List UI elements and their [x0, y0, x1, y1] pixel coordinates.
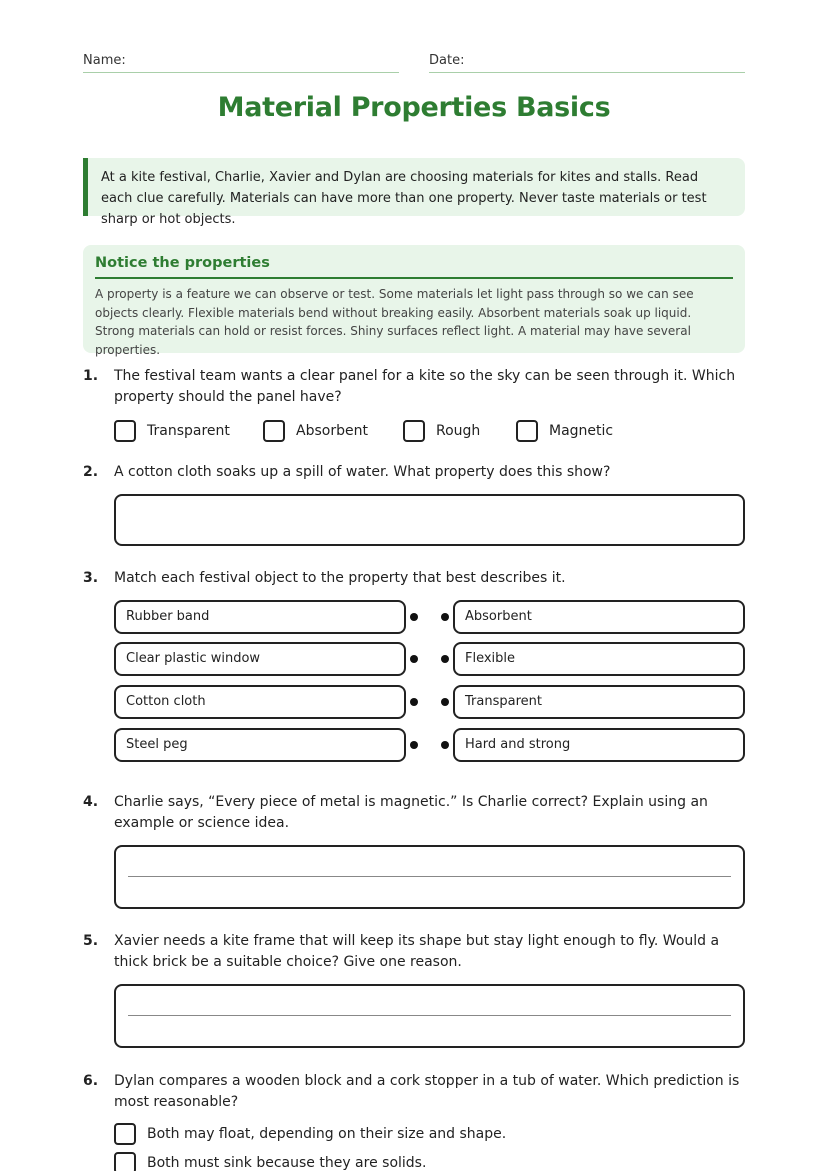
question-text: Xavier needs a kite frame that will keep its shape but stay light enough to fly. Would a thick brick be a suitable choice? Give one reason. [114, 933, 720, 970]
option-both-may-float[interactable] [114, 1122, 506, 1146]
question-4 [83, 792, 745, 834]
question-text: Dylan compares a wooden block and a cork stopper in a tub of water. Which prediction is most reasonable? [114, 1073, 740, 1110]
question-text: Charlie says, “Every piece of metal is magnetic.” Is Charlie correct? Explain using an example or science idea. [114, 794, 708, 831]
match-dot-left[interactable] [410, 613, 418, 621]
date-field[interactable] [429, 50, 745, 73]
match-dot-left[interactable] [410, 741, 418, 749]
match-item-right: Absorbent [453, 600, 745, 634]
match-item-left: Rubber band [114, 600, 406, 634]
checkbox[interactable] [114, 420, 136, 442]
option-label: Both must sink because they are solids. [147, 1155, 427, 1171]
match-item-left: Steel peg [114, 728, 406, 762]
writing-line [128, 1015, 731, 1016]
question-number: 6. [83, 1073, 99, 1089]
answer-box-4[interactable] [114, 845, 745, 909]
match-item-right: Transparent [453, 685, 745, 719]
question-6 [83, 1071, 745, 1113]
match-item-right: Hard and strong [453, 728, 745, 762]
checkbox[interactable] [263, 420, 285, 442]
option-label: Absorbent [296, 423, 368, 439]
match-dot-right[interactable] [441, 698, 449, 706]
option-label: Transparent [147, 423, 230, 439]
question-1 [83, 366, 745, 408]
match-dot-left[interactable] [410, 698, 418, 706]
question-text: The festival team wants a clear panel for a kite so the sky can be seen through it. Which property should the panel have? [114, 368, 736, 405]
option-label: Both may float, depending on their size and shape. [147, 1126, 507, 1142]
intro-callout: At a kite festival, Charlie, Xavier and Dylan are choosing materials for kites and stalls. Read each clue carefully. Materials can have more than one property. Never taste materials or test sharp or hot objects. [83, 158, 745, 216]
name-field[interactable] [83, 50, 399, 73]
checkbox[interactable] [403, 420, 425, 442]
page-title: Material Properties Basics [217, 92, 611, 123]
match-dot-right[interactable] [441, 613, 449, 621]
option-both-must-sink[interactable] [114, 1151, 426, 1171]
question-text: Match each festival object to the property that best describes it. [114, 570, 566, 586]
question-5 [83, 931, 745, 973]
checkbox[interactable] [516, 420, 538, 442]
option-transparent[interactable] [114, 419, 230, 443]
writing-line [128, 876, 731, 877]
match-dot-right[interactable] [441, 655, 449, 663]
match-item-left: Cotton cloth [114, 685, 406, 719]
match-item-right: Flexible [453, 642, 745, 676]
answer-box-5[interactable] [114, 984, 745, 1048]
question-2 [83, 462, 745, 483]
option-label: Magnetic [549, 423, 614, 439]
question-number: 1. [83, 368, 99, 384]
question-number: 3. [83, 570, 99, 586]
checkbox[interactable] [114, 1123, 136, 1145]
date-label: Date: [429, 53, 465, 68]
question-3 [83, 568, 745, 589]
checkbox[interactable] [114, 1152, 136, 1171]
question-1-options [114, 419, 634, 443]
student-header [83, 50, 745, 74]
option-magnetic[interactable] [516, 419, 613, 443]
match-item-left: Clear plastic window [114, 642, 406, 676]
option-rough[interactable] [403, 419, 480, 443]
name-label: Name: [83, 53, 126, 68]
question-text: A cotton cloth soaks up a spill of water. What property does this show? [114, 464, 611, 480]
notice-panel [83, 245, 745, 357]
match-dot-right[interactable] [441, 741, 449, 749]
question-number: 5. [83, 933, 99, 949]
question-number: 2. [83, 464, 99, 480]
answer-box-2[interactable] [114, 494, 745, 546]
notice-text: A property is a feature we can observe or test. Some materials let light pass through so we can see objects clearly. Flexible materials bend without breaking easily. Absorbent materials soak up liquid. Strong materials can hold or resist forces. Shiny surfaces reflect light. A material may have several properties. [95, 287, 694, 357]
option-absorbent[interactable] [263, 419, 368, 443]
question-number: 4. [83, 794, 99, 810]
notice-title: Notice the properties [95, 255, 733, 279]
option-label: Rough [436, 423, 481, 439]
match-dot-left[interactable] [410, 655, 418, 663]
